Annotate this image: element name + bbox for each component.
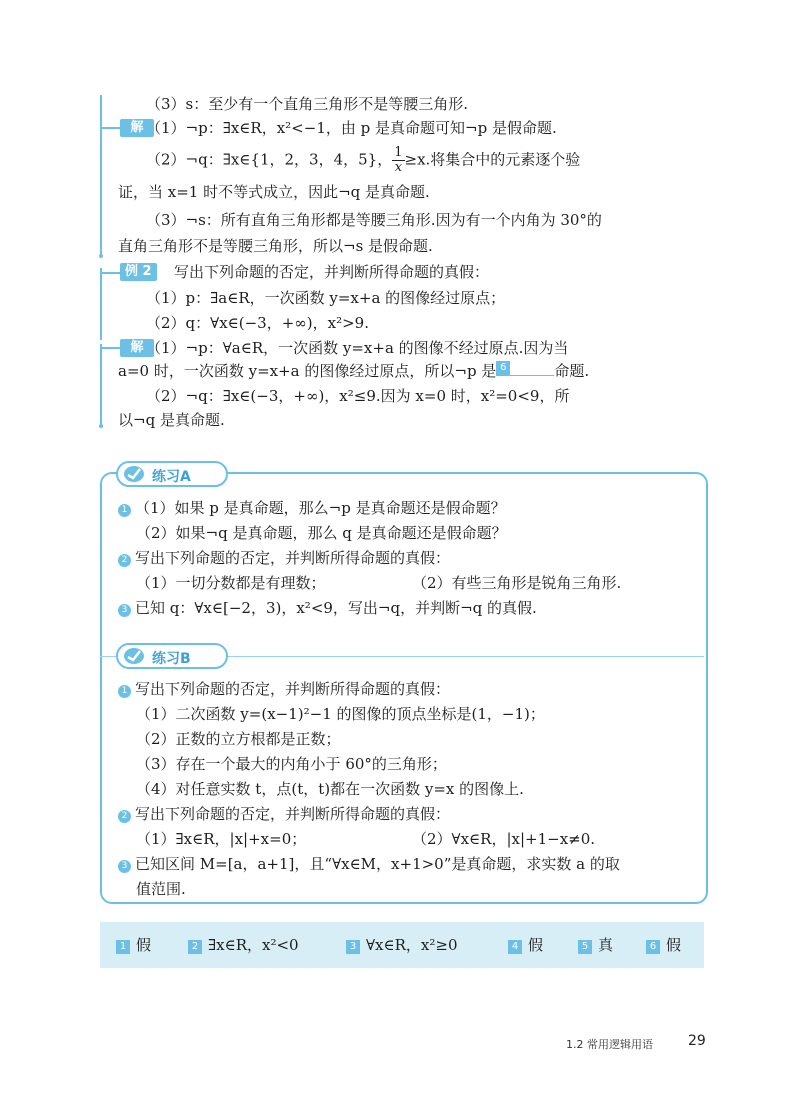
answer-item [508, 935, 543, 955]
blank-number: 6 [496, 361, 510, 375]
solution-bar-2 [100, 344, 102, 426]
exercise-line [118, 679, 450, 699]
exercise-line: 值范围. [136, 880, 186, 898]
text-part: ≥x.将集合中的元素逐个验 [404, 150, 581, 169]
text-part: 命题. [554, 362, 590, 380]
exercise-line: （2）∀x∈R，|x|+1−x≠0. [412, 830, 596, 848]
answer-item [116, 935, 151, 955]
answer-text: 假 [528, 936, 544, 954]
answer-item [346, 935, 458, 955]
bar-dot [99, 254, 103, 258]
fraction [392, 146, 404, 175]
answer-item [578, 935, 613, 955]
answer-number: 5 [578, 940, 592, 954]
question-text: （1）如果 p 是真命题，那么¬p 是真命题还是假命题？ [135, 499, 506, 517]
section-title: 1.2 常用逻辑用语 [566, 1038, 653, 1051]
fraction-numerator: 1 [394, 145, 403, 160]
exercise-line [118, 548, 450, 568]
exercise-line: （2）有些三角形是锐角三角形. [412, 574, 622, 592]
exercise-line: （3）存在一个最大的内角小于 60°的三角形； [136, 755, 447, 773]
exercise-line [118, 598, 537, 618]
text-line [146, 146, 580, 175]
text-line: 直角三角形不是等腰三角形，所以¬s 是假命题. [118, 237, 433, 255]
text-line: （3）s：至少有一个直角三角形不是等腰三角形. [146, 95, 469, 113]
text-line: （2）¬q：∃x∈(−3，+∞)，x²≤9.因为 x=0 时，x²=0<9，所 [146, 387, 570, 405]
ex2-connector [100, 272, 120, 274]
text-part: a=0 时，一次函数 y=x+a 的图像经过原点，所以¬p 是 [118, 362, 497, 380]
exercise-line [118, 498, 506, 518]
jie-connector [100, 127, 120, 129]
fraction-denominator: x [394, 160, 403, 175]
exercise-line: （1）二次函数 y=(x−1)²−1 的图像的顶点坐标是(1，−1)； [136, 705, 545, 723]
exercise-line: （4）对任意实数 t，点(t，t)都在一次函数 y=x 的图像上. [136, 780, 524, 798]
question-text: 已知 q：∀x∈[−2，3)，x²<9，写出¬q，并判断¬q 的真假. [135, 599, 537, 617]
question-number: 3 [118, 604, 131, 617]
question-number: 3 [118, 860, 131, 873]
exercise-line: （2）正数的立方根都是正数； [136, 730, 341, 748]
answer-item [188, 935, 299, 955]
text-line: （1）p：∃a∈R，一次函数 y=x+a 的图像经过原点； [146, 289, 506, 307]
question-number: 1 [118, 504, 131, 517]
answer-number: 3 [346, 940, 360, 954]
answer-blank[interactable] [496, 361, 554, 376]
text-part: （2）¬q：∃x∈{1，2，3，4，5}， [146, 150, 393, 169]
exercise-a-header [116, 461, 228, 487]
question-text: 写出下列命题的否定，并判断所得命题的真假： [135, 680, 451, 698]
answer-text: 假 [136, 936, 152, 954]
question-number: 2 [118, 554, 131, 567]
solution-tag: 解 [120, 119, 154, 137]
question-number: 2 [118, 810, 131, 823]
text-line: （1）¬p：∀a∈R，一次函数 y=x+a 的图像不经过原点.因为当 [146, 339, 569, 357]
text-line: （3）¬s：所有直角三角形都是等腰三角形.因为有一个内角为 30°的 [146, 211, 602, 229]
question-text: 写出下列命题的否定，并判断所得命题的真假： [135, 549, 451, 567]
answer-number: 6 [646, 940, 660, 954]
answer-text: 真 [598, 936, 614, 954]
text-line: 写出下列命题的否定，并判断所得命题的真假： [174, 263, 490, 281]
text-line [118, 361, 589, 381]
answer-text: ∃x∈R，x²<0 [208, 936, 299, 954]
example-tag: 例 2 [120, 263, 157, 281]
exercise-a-title: 练习A [152, 469, 191, 485]
answer-text: ∀x∈R，x²≥0 [366, 936, 458, 954]
exercise-b-title: 练习B [152, 651, 191, 667]
bar-dot [99, 424, 103, 428]
text-line: （2）q：∀x∈(−3，+∞)，x²>9. [146, 314, 369, 332]
exercise-line: （1）∃x∈R，|x|+x=0； [136, 830, 307, 848]
exercise-line [118, 854, 620, 874]
answer-number: 2 [188, 940, 202, 954]
answer-item [646, 935, 681, 955]
answer-number: 4 [508, 940, 522, 954]
exercise-logo-icon [122, 464, 146, 484]
question-text: 已知区间 M=[a，a+1]，且“∀x∈M，x+1>0”是真命题，求实数 a 的取 [135, 855, 620, 873]
answer-text: 假 [666, 936, 682, 954]
exercise-logo-icon [122, 646, 146, 666]
text-line: 以¬q 是真命题. [118, 411, 225, 429]
exercise-b-header [116, 643, 228, 669]
question-number: 1 [118, 685, 131, 698]
text-line: 证，当 x=1 时不等式成立，因此¬q 是真命题. [118, 183, 430, 201]
answer-number: 1 [116, 940, 130, 954]
example-bar-2 [100, 268, 102, 340]
exercise-line [118, 804, 450, 824]
solution-tag: 解 [120, 339, 154, 357]
solution-bar-1 [100, 95, 102, 257]
jie2-connector [100, 347, 120, 349]
exercise-line: （2）如果¬q 是真命题，那么 q 是真命题还是假命题？ [136, 524, 507, 542]
page-number: 29 [688, 1033, 706, 1049]
question-text: 写出下列命题的否定，并判断所得命题的真假： [135, 805, 451, 823]
text-line: （1）¬p：∃x∈R，x²<−1，由 p 是真命题可知¬p 是假命题. [146, 119, 557, 137]
exercise-line: （1）一切分数都是有理数； [136, 574, 326, 592]
